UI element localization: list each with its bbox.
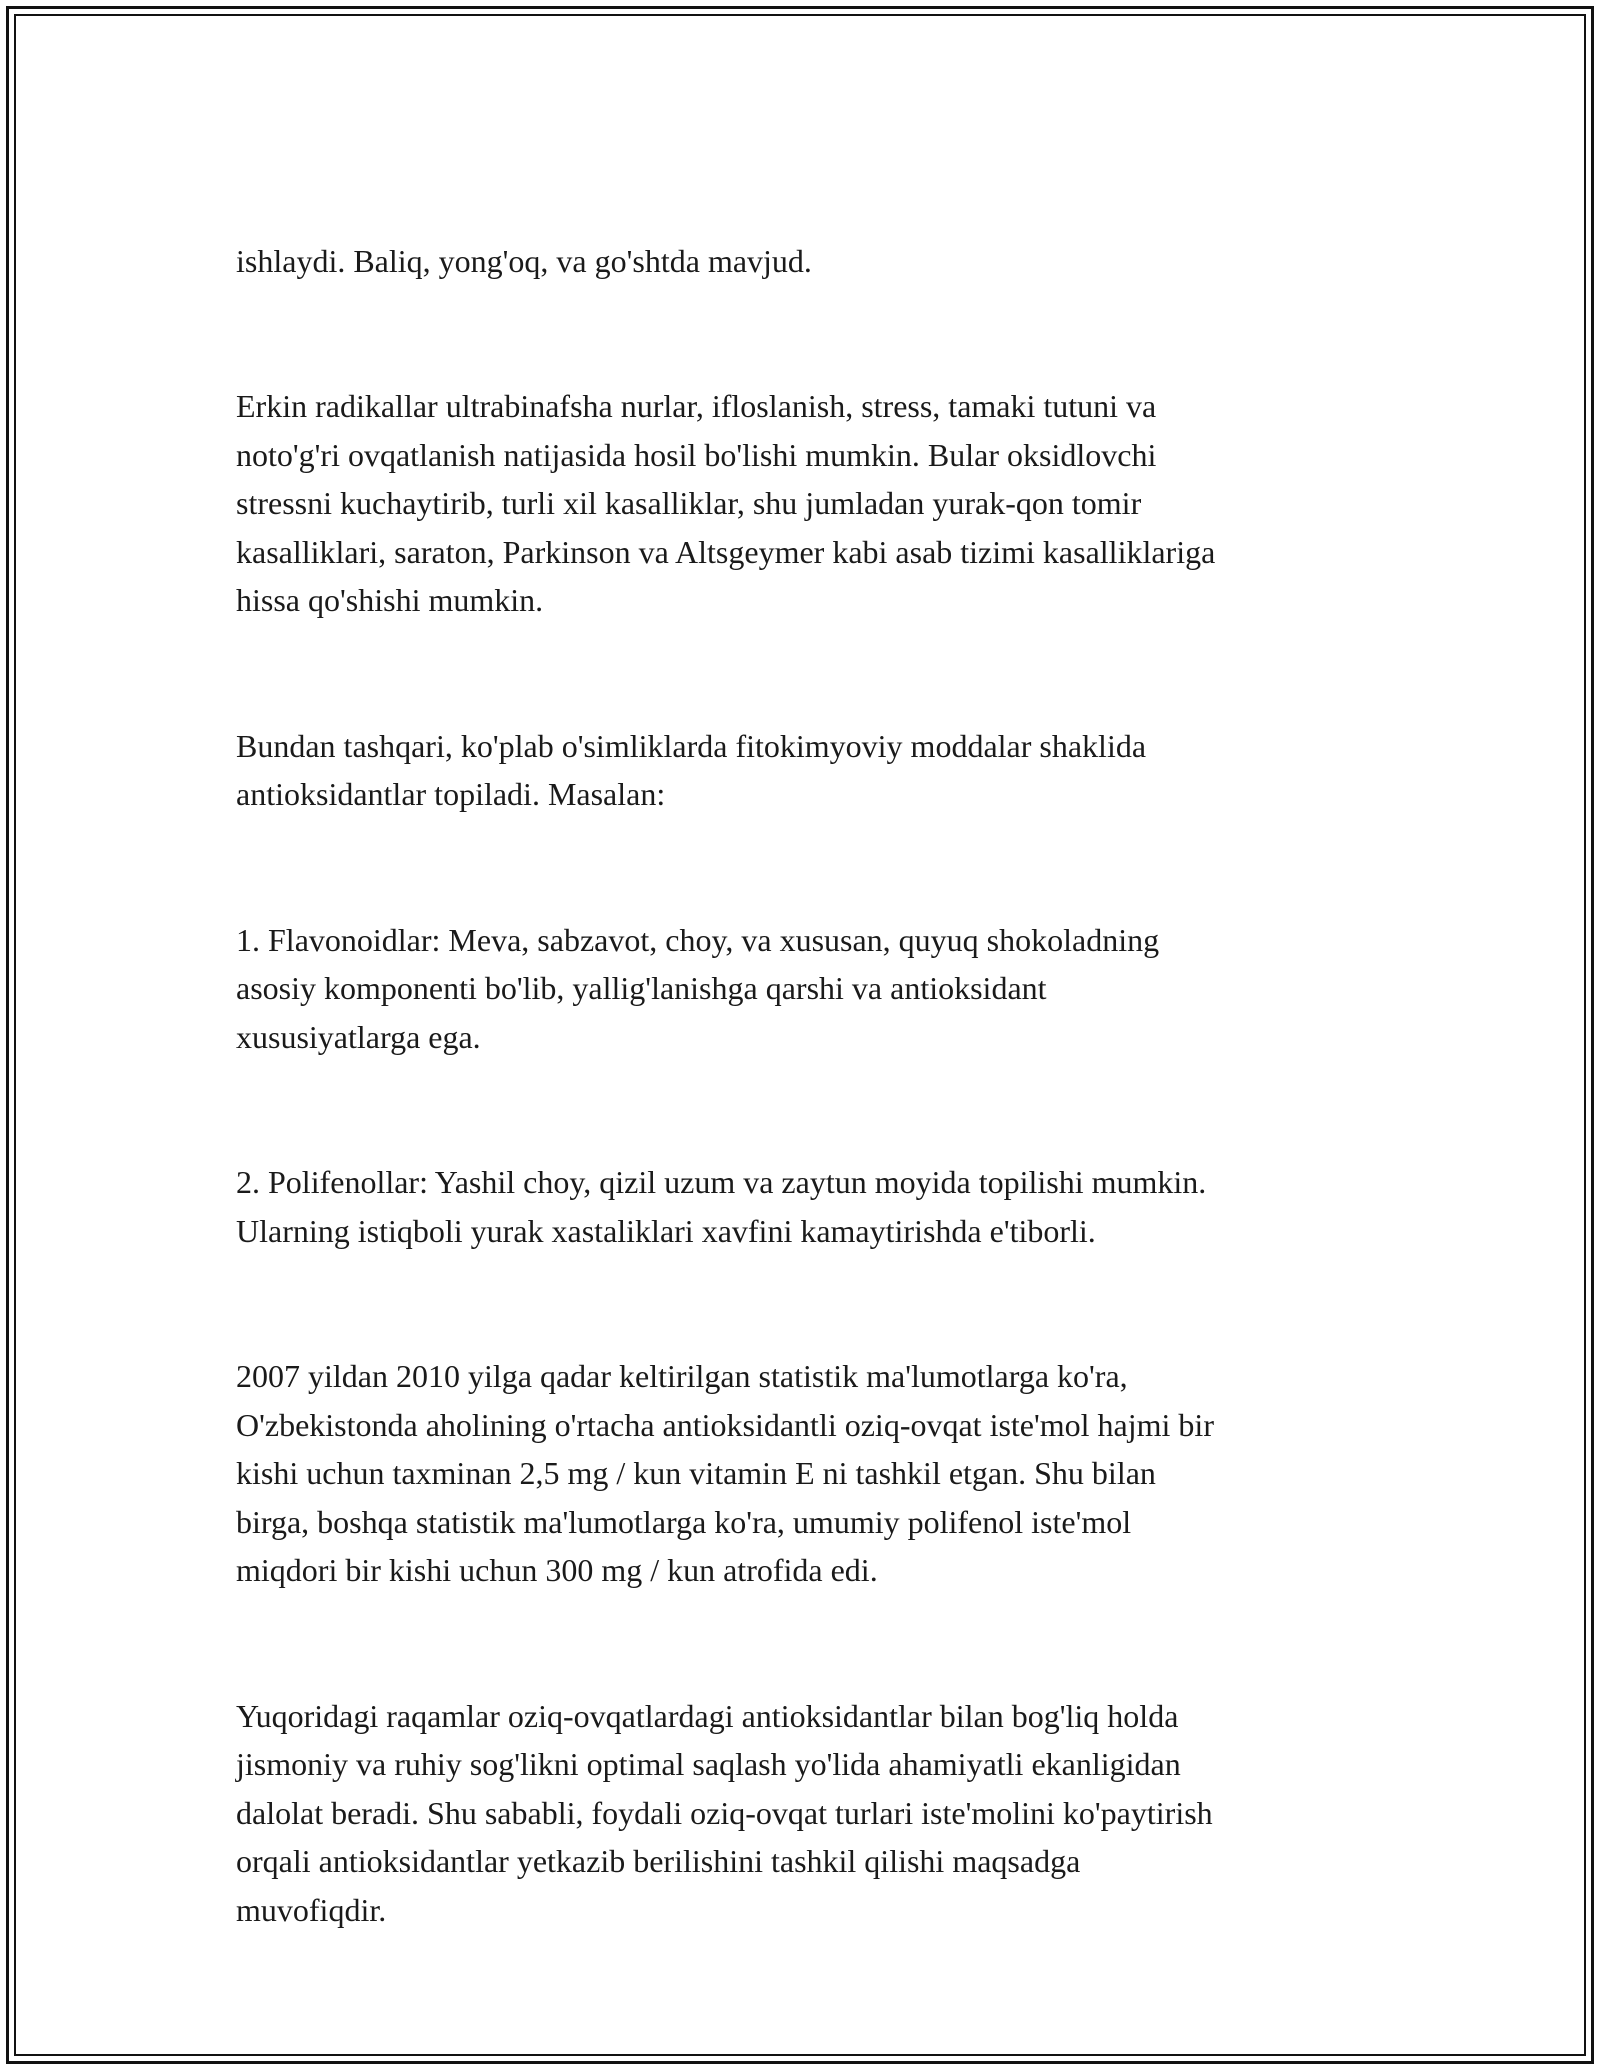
- list-item-flavonoids: 1. Flavonoidlar: Meva, sabzavot, choy, va xususan, quyuq shokoladning asosiy komponenti bo'lib, yallig'lanishga qarshi va antioksidant xususiyatlarga ega.: [236, 921, 1160, 1055]
- paragraph-free-radicals: Erkin radikallar ultrabinafsha nurlar, ifloslanish, stress, tamaki tutuni va noto'g'ri ovqatlanish natijasida hosil bo'lishi mumkin. Bular oksidlovchi stressni kuchaytirib, turli xil kasalliklar, shu jumladan yurak-qon tomir kasalliklari, saraton, Parkinson va Altsgeymer kabi asab tizimi kasalliklariga hissa qo'shishi mumkin.: [236, 388, 1216, 618]
- paragraph-continuation: ishlaydi. Baliq, yong'oq, va go'shtda mavjud.: [236, 242, 812, 279]
- paragraph-statistics: 2007 yildan 2010 yilga qadar keltirilgan statistik ma'lumotlarga ko'ra, O'zbekistonda aholining o'rtacha antioksidantli oziq-ovqat iste'mol hajmi bir kishi uchun taxminan 2,5 mg / kun vitamin E ni tashkil etgan. Shu bilan birga, boshqa statistik ma'lumotlarga ko'ra, umumiy polifenol iste'mol miqdori bir kishi uchun 300 mg / kun atrofida edi.: [236, 1358, 1214, 1588]
- list-item-polyphenols: 2. Polifenollar: Yashil choy, qizil uzum va zaytun moyida topilishi mumkin. Ularning istiqboli yurak xastaliklari xavfini kamaytirishda e'tiborli.: [236, 1164, 1207, 1249]
- document-body: [236, 188, 1376, 1983]
- paragraph-conclusion: Yuqoridagi raqamlar oziq-ovqatlardagi antioksidantlar bilan bog'liq holda jismoniy va ruhiy sog'likni optimal saqlash yo'lida ahamiyatli ekanligidan dalolat beradi. Shu sababli, foydali oziq-ovqat turlari iste'molini ko'paytirish orqali antioksidantlar yetkazib berilishini tashkil qilishi maqsadga muvofiqdir.: [236, 1697, 1213, 1928]
- paragraph-phytochemicals: Bundan tashqari, ko'plab o'simliklarda fitokimyoviy moddalar shaklida antioksidantlar topiladi. Masalan:: [236, 727, 1147, 812]
